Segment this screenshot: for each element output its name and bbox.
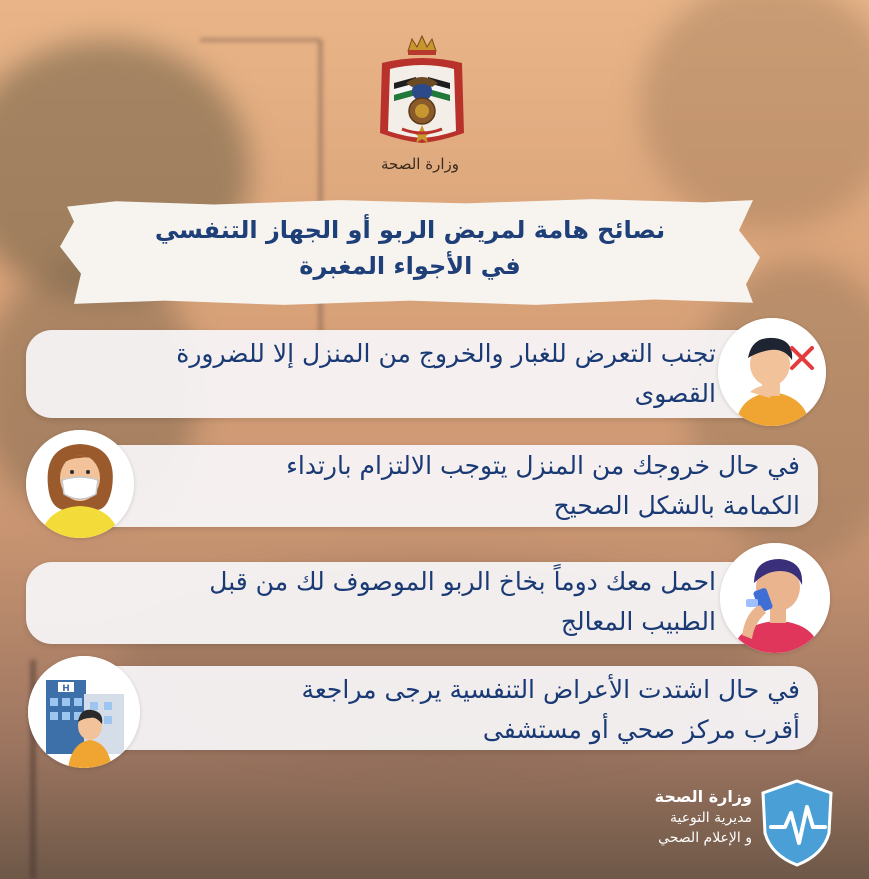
tip-text — [36, 562, 716, 642]
tip-text — [36, 334, 716, 414]
ministry-signature: وزارة الصحة — [381, 155, 459, 173]
tip-text-line-2: أقرب مركز صحي أو مستشفى — [482, 715, 800, 744]
title-line-1: نصائح هامة لمريض الربو أو الجهاز التنفسي — [154, 216, 666, 244]
tip-text — [152, 670, 800, 750]
tip-text-line-1: تجنب التعرض للغبار والخروج من المنزل إلا للضرورة — [176, 339, 716, 368]
tip-text-line-2: القصوى — [634, 379, 716, 408]
footer-title: وزارة الصحة — [654, 787, 752, 806]
avoid-dust-icon — [718, 318, 826, 426]
street-lamp — [200, 38, 320, 42]
tip-text-line-1: احمل معك دوماً بخاخ الربو الموصوف لك من قبل — [209, 567, 716, 596]
svg-text:H: H — [62, 684, 70, 694]
tip-text — [152, 446, 800, 526]
hospital-icon — [28, 656, 140, 768]
footer-ministry-text — [600, 786, 752, 848]
tip-text-line-2: الكمامة بالشكل الصحيح — [553, 491, 800, 520]
inhaler-icon — [720, 543, 830, 653]
background-tree — [640, 0, 869, 230]
tip-text-line-1: في حال اشتدت الأعراض التنفسية يرجى مراجعة — [301, 675, 800, 704]
footer-subtitle-1: مديرية التوعية — [669, 810, 752, 826]
heartbeat-shield-icon — [757, 777, 837, 867]
title-line-2: في الأجواء المغبرة — [299, 252, 521, 280]
footer-subtitle-2: و الإعلام الصحي — [658, 830, 752, 846]
face-mask-icon — [26, 430, 134, 538]
tip-text-line-2: الطبيب المعالج — [560, 607, 716, 636]
street-lamp — [318, 40, 323, 360]
page-title — [60, 212, 760, 284]
tip-text-line-1: في حال خروجك من المنزل يتوجب الالتزام بارتداء — [286, 451, 800, 480]
